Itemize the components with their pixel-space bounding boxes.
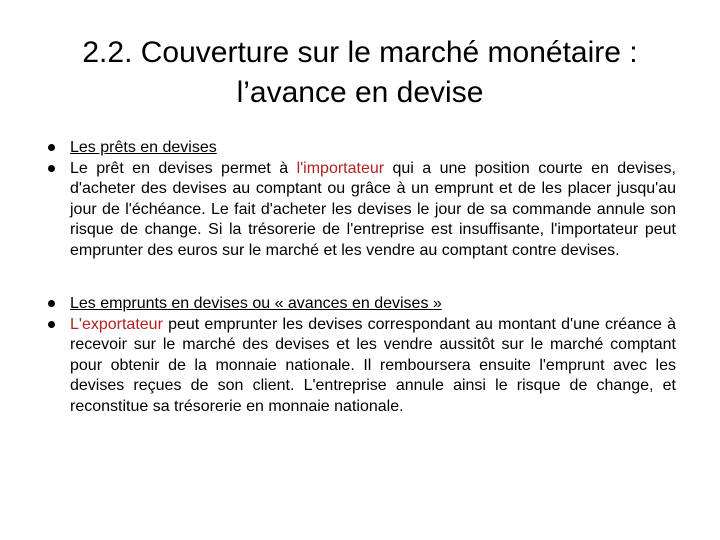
slide-content bbox=[48, 138, 676, 417]
bullet-item-prets-heading bbox=[48, 138, 676, 159]
paragraph-text: qui a une position courte en devises, d'acheter des devises au comptant ou grâce à un emprunt et de les placer jusqu'au jour de l'échéance. Le fait d'acheter les devises le jour de sa commande annule son risque de change. Si la trésorerie de l'entreprise est insuffisante, l'importateur peut emprunter des euros sur le marché et les vendre au comptant contre devises. bbox=[70, 159, 677, 259]
section-heading-emprunts: Les emprunts en devises ou « avances en devises » bbox=[70, 295, 442, 312]
title-line-2: l’avance en devise bbox=[236, 76, 484, 109]
bullet-item-emprunts-heading bbox=[48, 294, 676, 315]
paragraph-text: peut emprunter les devises correspondant au montant d'une créance à recevoir sur le marché des devises et les vendre aussitôt sur le marché comptant pour obtenir de la monnaie nationale. Il remboursera ensuite l'emprunt avec les devises reçues de son client. L'entreprise annule ainsi le risque de change, et reconstitue sa trésorerie en monnaie nationale. bbox=[70, 315, 676, 415]
bullet-item-prets-text bbox=[48, 159, 676, 262]
title-line-1: 2.2. Couverture sur le marché monétaire : bbox=[82, 36, 638, 69]
bullet-dot-icon bbox=[48, 165, 55, 172]
bullet-dot-icon bbox=[48, 300, 55, 307]
bullet-dot-icon bbox=[48, 321, 55, 328]
highlight-importateur: l'importateur bbox=[296, 159, 385, 177]
paragraph-text: Le prêt en devises permet à bbox=[70, 159, 297, 177]
bullet-dot-icon bbox=[48, 144, 55, 151]
slide-title bbox=[20, 33, 700, 113]
section-heading-prets: Les prêts en devises bbox=[70, 139, 217, 156]
bullet-item-emprunts-text bbox=[48, 315, 676, 418]
highlight-exportateur: L'exportateur bbox=[70, 315, 163, 333]
